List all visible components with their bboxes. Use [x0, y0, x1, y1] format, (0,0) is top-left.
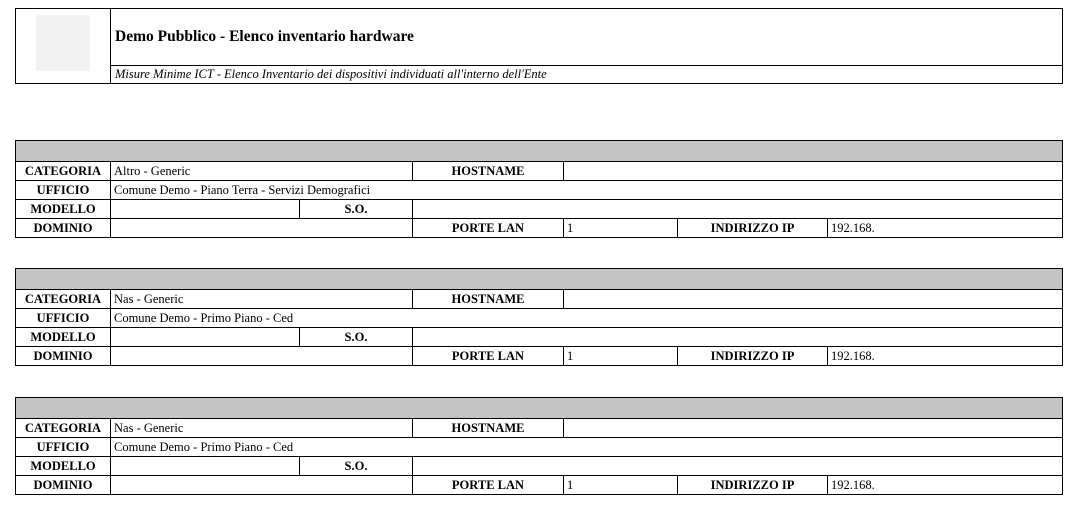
label-categoria: CATEGORIA [16, 162, 111, 180]
value-dominio [111, 347, 413, 365]
label-porte-lan: PORTE LAN [413, 219, 564, 237]
logo-image [36, 15, 90, 71]
value-hostname [564, 419, 1063, 437]
title-cell [111, 9, 1062, 66]
label-categoria: CATEGORIA [16, 290, 111, 308]
value-porte-lan: 1 [564, 347, 678, 365]
value-modello [111, 328, 300, 346]
value-dominio [111, 219, 413, 237]
label-modello: MODELLO [16, 200, 111, 218]
inventory-record [15, 268, 1063, 366]
label-categoria: CATEGORIA [16, 419, 111, 437]
value-so [413, 328, 1063, 346]
row-categoria [15, 290, 1063, 309]
label-hostname: HOSTNAME [413, 162, 564, 180]
value-categoria: Nas - Generic [111, 419, 413, 437]
row-modello [15, 200, 1063, 219]
label-hostname: HOSTNAME [413, 419, 564, 437]
report-title: Demo Pubblico - Elenco inventario hardware [115, 28, 414, 45]
label-so: S.O. [300, 200, 413, 218]
row-categoria [15, 162, 1063, 181]
record-separator-band [15, 140, 1063, 162]
label-ufficio: UFFICIO [16, 309, 111, 327]
value-categoria: Nas - Generic [111, 290, 413, 308]
label-dominio: DOMINIO [16, 219, 111, 237]
value-so [413, 457, 1063, 475]
record-separator-band [15, 397, 1063, 419]
row-ufficio [15, 438, 1063, 457]
report-subtitle: Misure Minime ICT - Elenco Inventario dei dispositivi individuati all'interno dell'Ente [115, 67, 547, 81]
inventory-record [15, 397, 1063, 495]
label-hostname: HOSTNAME [413, 290, 564, 308]
label-so: S.O. [300, 328, 413, 346]
row-ufficio [15, 181, 1063, 200]
label-porte-lan: PORTE LAN [413, 347, 564, 365]
inventory-record [15, 140, 1063, 238]
row-dominio [15, 347, 1063, 366]
value-porte-lan: 1 [564, 476, 678, 494]
label-modello: MODELLO [16, 328, 111, 346]
value-modello [111, 457, 300, 475]
label-so: S.O. [300, 457, 413, 475]
value-dominio [111, 476, 413, 494]
value-hostname [564, 162, 1063, 180]
value-ufficio: Comune Demo - Piano Terra - Servizi Demografici [114, 183, 371, 197]
label-modello: MODELLO [16, 457, 111, 475]
value-hostname [564, 290, 1063, 308]
row-modello [15, 457, 1063, 476]
label-ufficio: UFFICIO [16, 181, 111, 199]
label-porte-lan: PORTE LAN [413, 476, 564, 494]
row-categoria [15, 419, 1063, 438]
row-dominio [15, 219, 1063, 238]
value-so [413, 200, 1063, 218]
value-ufficio: Comune Demo - Primo Piano - Ced [114, 311, 294, 325]
label-indirizzo-ip: INDIRIZZO IP [678, 476, 828, 494]
label-ufficio: UFFICIO [16, 438, 111, 456]
value-modello [111, 200, 300, 218]
value-indirizzo-ip: 192.168. [831, 221, 875, 235]
value-indirizzo-ip: 192.168. [831, 349, 875, 363]
row-ufficio [15, 309, 1063, 328]
row-modello [15, 328, 1063, 347]
label-indirizzo-ip: INDIRIZZO IP [678, 219, 828, 237]
value-categoria: Altro - Generic [111, 162, 413, 180]
label-dominio: DOMINIO [16, 476, 111, 494]
value-ufficio: Comune Demo - Primo Piano - Ced [114, 440, 294, 454]
record-separator-band [15, 268, 1063, 290]
value-porte-lan: 1 [564, 219, 678, 237]
label-indirizzo-ip: INDIRIZZO IP [678, 347, 828, 365]
logo-cell [16, 9, 111, 83]
label-dominio: DOMINIO [16, 347, 111, 365]
row-dominio [15, 476, 1063, 495]
value-indirizzo-ip: 192.168. [831, 478, 875, 492]
report-header [15, 8, 1063, 84]
